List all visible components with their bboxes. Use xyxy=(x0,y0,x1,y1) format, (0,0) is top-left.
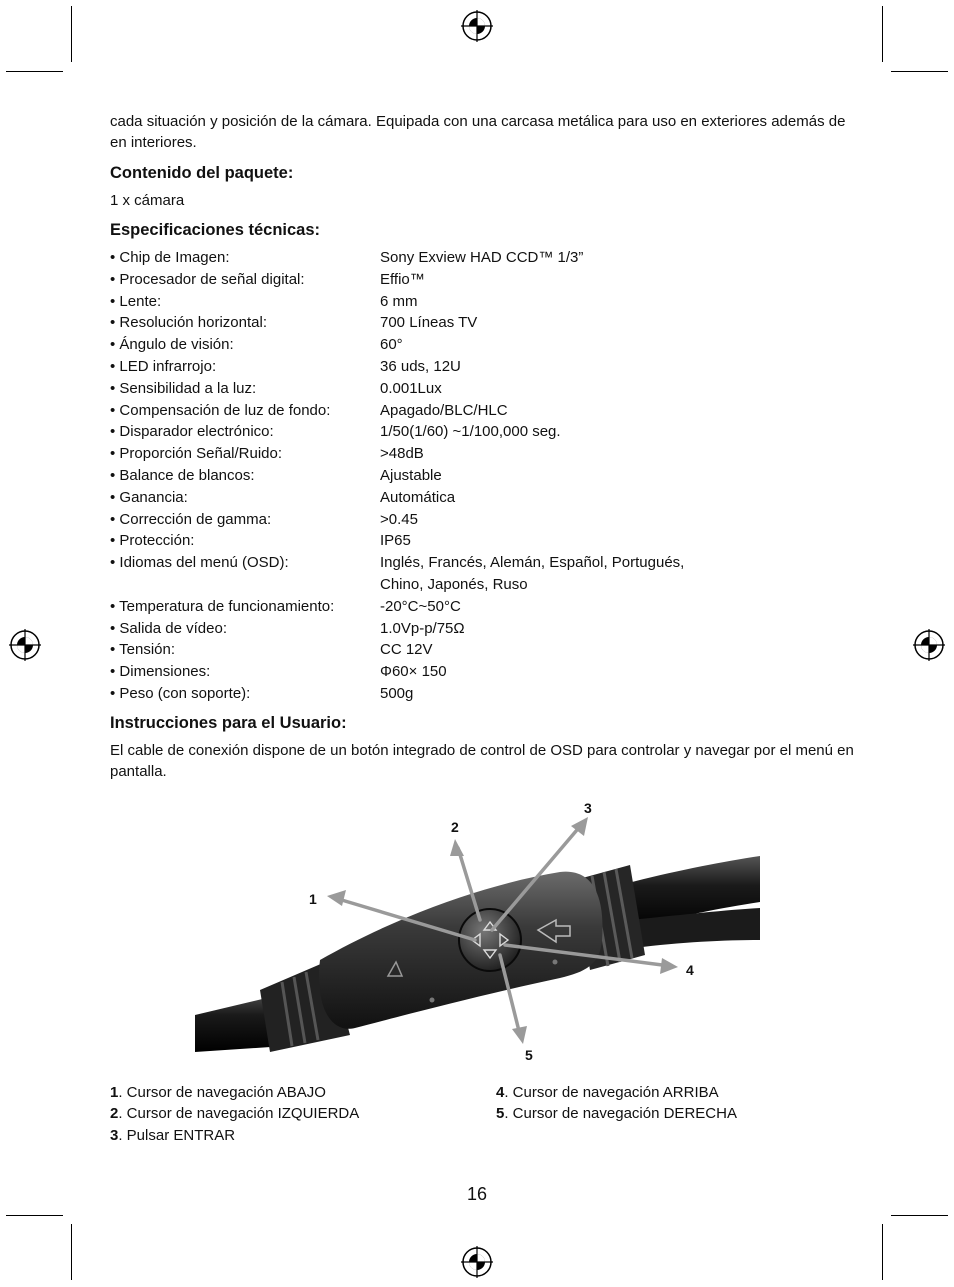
package-item: 1 x cámara xyxy=(110,192,185,209)
registration-mark-icon xyxy=(460,9,494,43)
legend-number: 1 xyxy=(110,1084,119,1101)
spec-value: Apagado/BLC/HLC xyxy=(380,402,508,419)
spec-label: • Dimensiones: xyxy=(110,663,211,680)
crop-mark xyxy=(71,6,72,62)
registration-mark-icon xyxy=(460,1245,494,1279)
legend-text: . Pulsar ENTRAR xyxy=(118,1127,236,1144)
spec-label: • Disparador electrónico: xyxy=(110,423,274,440)
spec-value: 700 Líneas TV xyxy=(380,314,478,331)
spec-value: Automática xyxy=(380,489,456,506)
spec-value: Sony Exview HAD CCD™ 1/3” xyxy=(380,249,584,266)
spec-label: • Sensibilidad a la luz: xyxy=(110,380,257,397)
legend-item xyxy=(110,1082,326,1104)
legend-text: . Cursor de navegación DERECHA xyxy=(504,1105,737,1122)
legend-number: 3 xyxy=(110,1127,119,1144)
spec-value: 60° xyxy=(380,336,403,353)
spec-value: IP65 xyxy=(380,532,411,549)
crop-mark xyxy=(891,1215,948,1216)
legend-item xyxy=(496,1082,719,1104)
spec-value: >48dB xyxy=(380,445,424,462)
package-heading: Contenido del paquete: xyxy=(110,164,294,182)
legend-item xyxy=(110,1125,235,1147)
crop-mark xyxy=(71,1224,72,1280)
osd-cable-figure xyxy=(190,790,770,1070)
crop-mark xyxy=(6,1215,63,1216)
spec-label: • Lente: xyxy=(110,293,162,310)
legend-text: . Cursor de navegación IZQUIERDA xyxy=(118,1105,360,1122)
spec-value: Inglés, Francés, Alemán, Español, Portugués, Chino, Japonés, Ruso xyxy=(380,554,685,593)
spec-value: 0.001Lux xyxy=(380,380,442,397)
spec-value: Φ60× 150 xyxy=(380,663,447,680)
spec-label: • Ganancia: xyxy=(110,489,188,506)
callout-1: 1 xyxy=(309,891,317,907)
spec-value: Ajustable xyxy=(380,467,442,484)
legend-item xyxy=(110,1103,359,1125)
spec-value: 500g xyxy=(380,685,414,702)
spec-value: -20°C~50°C xyxy=(380,598,461,615)
spec-label: • Compensación de luz de fondo: xyxy=(110,402,331,419)
instructions-paragraph: El cable de conexión dispone de un botón integrado de control de OSD para controlar y navegar por el menú en pantalla. xyxy=(110,742,854,780)
legend-number: 4 xyxy=(496,1084,505,1101)
spec-label: • LED infrarrojo: xyxy=(110,358,217,375)
intro-paragraph: cada situación y posición de la cámara. Equipada con una carcasa metálica para uso en exteriores además de en interiores. xyxy=(110,113,846,151)
spec-value: Effio™ xyxy=(380,271,425,288)
spec-label: • Corrección de gamma: xyxy=(110,511,272,528)
legend-item xyxy=(496,1103,737,1125)
spec-label: • Chip de Imagen: xyxy=(110,249,230,266)
spec-value: 1/50(1/60) ~1/100,000 seg. xyxy=(380,423,561,440)
spec-label: • Temperatura de funcionamiento: xyxy=(110,598,335,615)
legend-text: . Cursor de navegación ARRIBA xyxy=(504,1084,719,1101)
crop-mark xyxy=(882,1224,883,1280)
registration-mark-icon xyxy=(912,628,946,662)
callout-5: 5 xyxy=(525,1047,533,1063)
spec-label: • Resolución horizontal: xyxy=(110,314,268,331)
legend-number: 5 xyxy=(496,1105,505,1122)
crop-mark xyxy=(882,6,883,62)
spec-value: >0.45 xyxy=(380,511,418,528)
spec-label: • Procesador de señal digital: xyxy=(110,271,305,288)
spec-label: • Salida de vídeo: xyxy=(110,620,227,637)
spec-label: • Protección: xyxy=(110,532,195,549)
callout-2: 2 xyxy=(451,819,459,835)
instructions-heading: Instrucciones para el Usuario: xyxy=(110,714,347,732)
spec-label: • Idiomas del menú (OSD): xyxy=(110,554,289,571)
registration-mark-icon xyxy=(8,628,42,662)
crop-mark xyxy=(6,71,63,72)
spec-label: • Proporción Señal/Ruido: xyxy=(110,445,283,462)
spec-label: • Balance de blancos: xyxy=(110,467,255,484)
spec-value: 36 uds, 12U xyxy=(380,358,461,375)
spec-label: • Ángulo de visión: xyxy=(110,336,234,353)
spec-label: • Tensión: xyxy=(110,641,176,658)
specs-heading: Especificaciones técnicas: xyxy=(110,221,321,239)
legend-text: . Cursor de navegación ABAJO xyxy=(118,1084,326,1101)
spec-value: 1.0Vp-p/75Ω xyxy=(380,620,465,637)
crop-mark xyxy=(891,71,948,72)
callout-4: 4 xyxy=(686,962,694,978)
spec-value: CC 12V xyxy=(380,641,433,658)
callout-3: 3 xyxy=(584,800,592,816)
legend-number: 2 xyxy=(110,1105,119,1122)
page-number: 16 xyxy=(466,1184,488,1204)
spec-value: 6 mm xyxy=(380,293,418,310)
spec-label: • Peso (con soporte): xyxy=(110,685,251,702)
